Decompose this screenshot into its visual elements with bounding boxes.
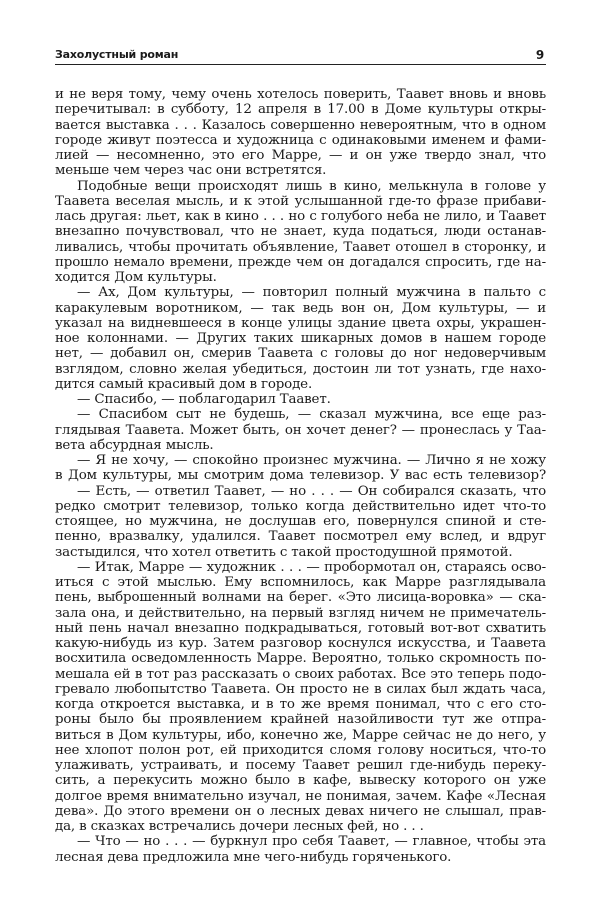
text-line: глядывая Таавета. Может быть, он хочет денег? — пронеслась у Таа- — [55, 422, 546, 438]
text-line: указал на видневшееся в конце улицы здание цвета охры, украшен- — [55, 315, 546, 331]
text-line: взглядом, словно желая убедиться, достоин ли тот узнать, где нахо- — [55, 361, 546, 377]
text-line: пенно, вразвалку, удалился. Таавет посмотрел ему вслед, и вдруг — [55, 529, 546, 545]
text-line: виться в Дом культуры, ибо, конечно же, Марре сейчас не до него, у — [55, 727, 546, 743]
text-line: застыдился, что хотел ответить с такой простодушной прямотой. — [55, 544, 513, 560]
text-line: роны было бы проявлением крайней назойливости тут же отпра- — [55, 712, 546, 728]
text-line: редко смотрит телевизор, только когда действительно идет что-то — [55, 498, 546, 514]
text-line: — Я не хочу, — спокойно произнес мужчина. — Лично я не хожу — [77, 453, 546, 468]
text-line: Подобные вещи происходят лишь в кино, мелькнула в голове у — [77, 178, 546, 194]
text-line: Таавета веселая мысль, и к этой услышанной где-то фразе прибави- — [55, 193, 546, 209]
text-line: дева». До этого времени он о лесных девах ничего не слышал, прав- — [55, 803, 546, 819]
text-line: — Итак, Марре — художник . . . — пробормотал он, стараясь осво- — [77, 559, 546, 575]
text-line: да, в сказках встречались дочери лесных фей, но . . . — [55, 819, 424, 834]
text-line: ходится Дом культуры. — [55, 270, 217, 285]
text-line: ный пень начал внезапно подкрадываться, готовый вот-вот схватить — [55, 620, 546, 636]
text-line: дится самый красивый дом в городе. — [55, 376, 313, 392]
text-line: прошло немало времени, прежде чем он догадался спросить, где на- — [55, 254, 546, 270]
running-head — [55, 48, 546, 65]
text-line: нет, — добавил он, смерив Таавета с головы до ног недоверчивым — [55, 346, 546, 362]
text-line: когда откроется выставка, и в то же время понимал, что с его сто- — [55, 697, 546, 712]
text-line: иться с этой мыслью. Ему вспомнилось, как Марре разглядывала — [55, 575, 546, 590]
text-line: мешала ей в тот раз рассказать о своих работах. Все это теперь подо- — [55, 666, 546, 682]
text-line: вается выставка . . . Казалось совершенно невероятным, что в одном — [55, 117, 546, 133]
text-line: гревало любопытство Таавета. Он просто не в силах был ждать часа, — [55, 681, 546, 697]
text-line: в Дом культуры, мы смотрим дома телевизор. У вас есть телевизор? — [55, 468, 546, 484]
text-line: зала она, и действительно, на первый взгляд ничем не примечатель- — [55, 605, 546, 621]
text-line: улаживать, устраивать, и посему Таавет решил где-нибудь переку- — [55, 758, 546, 773]
text-line: лась другая: льет, как в кино . . . но с голубого неба не лило, и Таавет — [55, 209, 546, 224]
text-line: городе живут поэтесса и художница с одинаковыми именем и фами- — [55, 132, 546, 148]
text-line: восхитила осведомленность Марре. Вероятно, только скромность по- — [55, 651, 546, 667]
text-line: перечитывал: в субботу, 12 апреля в 17.00 в Доме культуры откры- — [55, 102, 546, 118]
text-line: — Ах, Дом культуры, — повторил полный мужчина в пальто с — [77, 285, 546, 301]
text-line: и не веря тому, чему очень хотелось поверить, Таавет вновь и вновь — [55, 87, 546, 102]
text-line: сить, а перекусить можно было в кафе, вывеску которого он уже — [55, 773, 546, 789]
running-title: Захолустный роман — [55, 48, 179, 61]
text-line: внезапно почувствовал, что не знает, куда податься, люди останав- — [55, 224, 546, 240]
text-line: — Спасибом сыт не будешь, — сказал мужчина, все еще раз- — [77, 407, 546, 423]
text-line: — Спасибо, — поблагодарил Таавет. — [77, 392, 331, 407]
page-number: 9 — [535, 48, 544, 62]
text-line: лией — несомненно, это его Марре, — и он уже твердо знал, что — [55, 148, 546, 163]
text-line: нее хлопот полон рот, ей приходится сломя голову носиться, что-то — [55, 742, 546, 758]
text-line: стоящее, но мужчина, не дослушав его, повернулся спиной и сте- — [55, 514, 546, 529]
text-line: пень, выброшенный волнами на берег. «Это лисица-воровка» — ска- — [55, 590, 546, 606]
text-line: долгое время внимательно изучал, не понимая, зачем. Кафе «Лесная — [55, 788, 546, 804]
text-line: — Есть, — ответил Таавет, — но . . . — Он собирался сказать, что — [77, 483, 546, 499]
body-text — [55, 87, 546, 865]
text-line: ное колоннами. — Других таких шикарных домов в нашем городе — [55, 331, 546, 346]
text-line: вета абсурдная мысль. — [55, 437, 214, 453]
text-line: какую-нибудь из кур. Затем разговор коснулся искусства, и Таавета — [55, 636, 546, 651]
text-line: меньше чем через час они встретятся. — [55, 163, 327, 179]
text-line: — Что — но . . . — буркнул про себя Таавет, — главное, чтобы эта — [77, 834, 546, 850]
text-line: каракулевым воротником, — так ведь вон он, Дом культуры, — и — [55, 300, 546, 316]
text-line: лесная дева предложила мне чего-нибудь горяченького. — [55, 849, 452, 865]
text-line: ливались, чтобы прочитать объявление, Таавет отошел в сторонку, и — [55, 239, 546, 255]
